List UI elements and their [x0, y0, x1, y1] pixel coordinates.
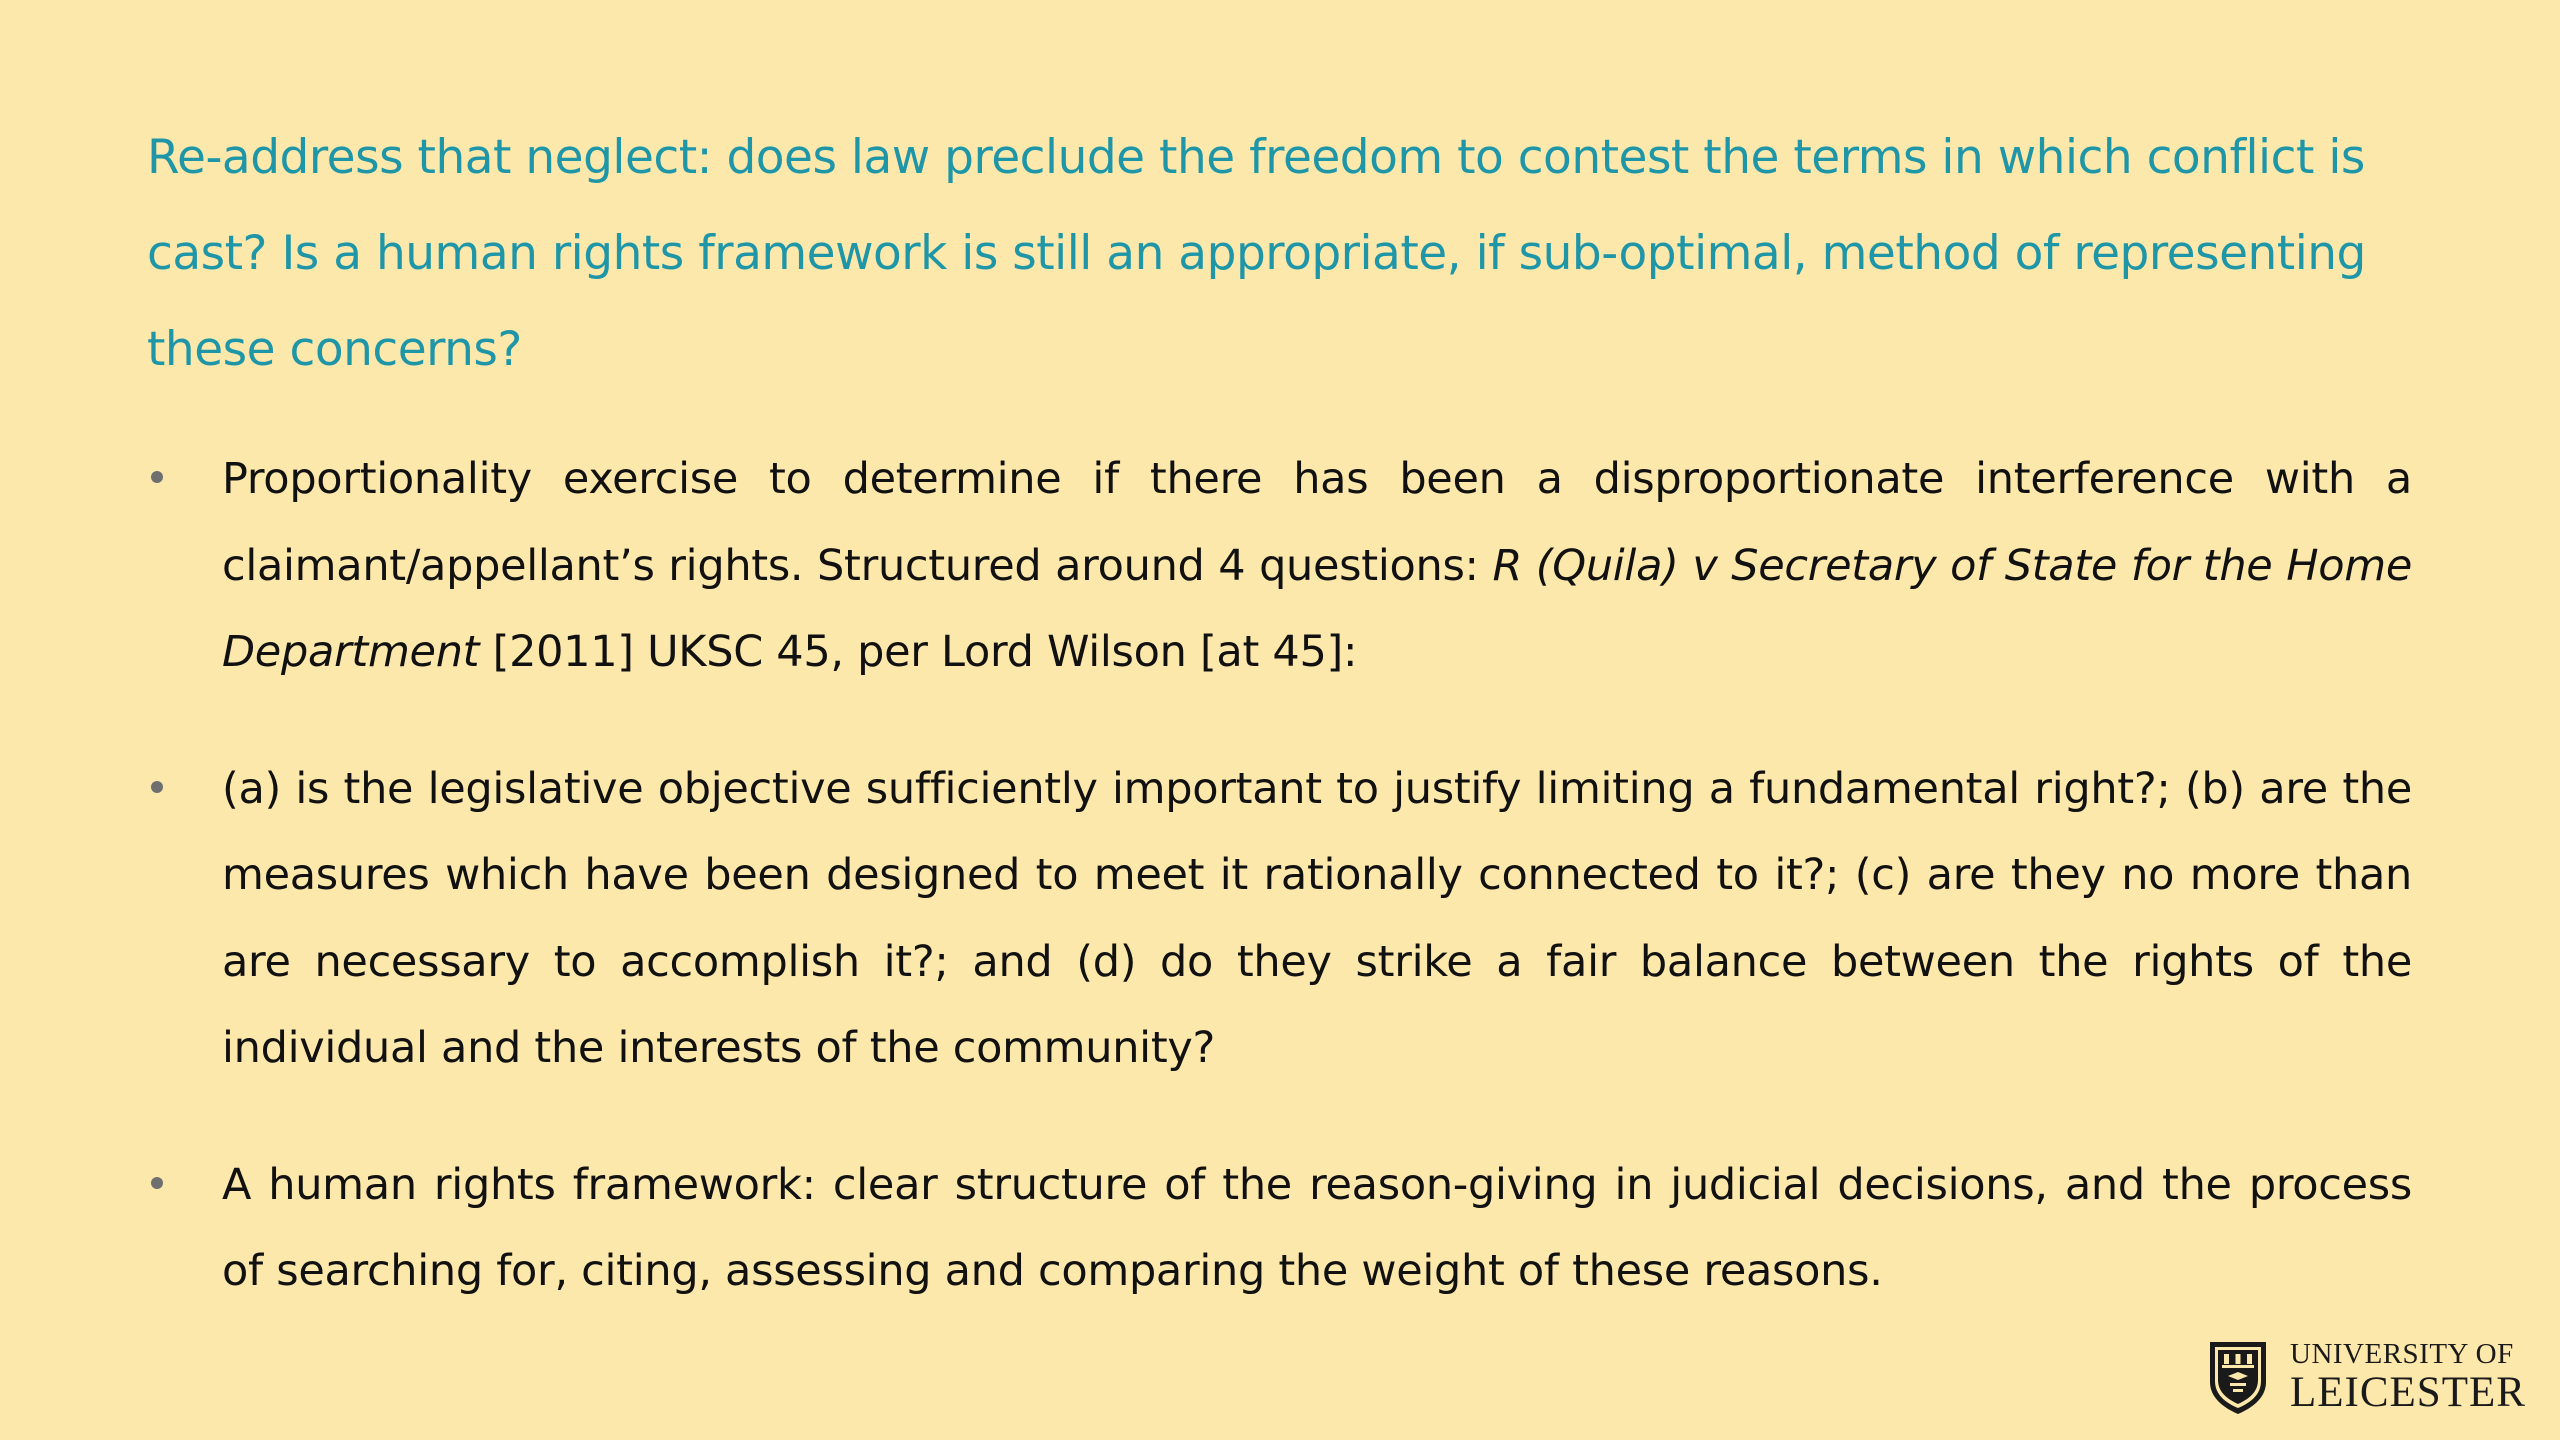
logo-line-university: UNIVERSITY OF: [2290, 1338, 2514, 1370]
bullet-text: (a) is the legislative objective sufficiently important to justify limiting a fundamental right?; (b) are the measures which have been designed to meet it rationally connected to it?; (c) are they no more than are necessary to accomplish it?; and (d) do they strike a fair balance between the rights of the individual and the interests of the community?: [222, 763, 2412, 1073]
bullet-icon: [151, 471, 163, 483]
bullet-item-framework: [147, 1142, 2412, 1315]
bullet-icon: [151, 781, 163, 793]
university-logo: [2206, 1338, 2526, 1416]
case-citation: R (Quila) v Secretary of State for the Home Department: [222, 540, 2412, 677]
university-crest-icon: [2206, 1338, 2270, 1416]
bullet-text-after: [2011] UKSC 45, per Lord Wilson [at 45]:: [479, 627, 1358, 677]
bullet-text-before: Proportionality exercise to determine if there has been a disproportionate interference with a claimant/appellant’s rights. Structured around 4 questions:: [222, 454, 2412, 591]
bullet-text: A human rights framework: clear structure of the reason-giving in judicial decisions, and the process of searching for, citing, assessing and comparing the weight of these reasons.: [222, 1159, 2412, 1296]
slide-title: Re-address that neglect: does law preclude the freedom to contest the terms in which conflict is cast? Is a human rights framework is still an appropriate, if sub-optimal, method of representing these concerns?: [147, 130, 2366, 377]
bullet-item-proportionality: [147, 436, 2412, 696]
bullet-icon: [151, 1177, 163, 1189]
logo-line-leicester: LEICESTER: [2290, 1369, 2526, 1416]
bullet-list: [147, 436, 2412, 1315]
logo-wordmark: [2290, 1340, 2526, 1414]
bullet-item-questions: [147, 746, 2412, 1092]
